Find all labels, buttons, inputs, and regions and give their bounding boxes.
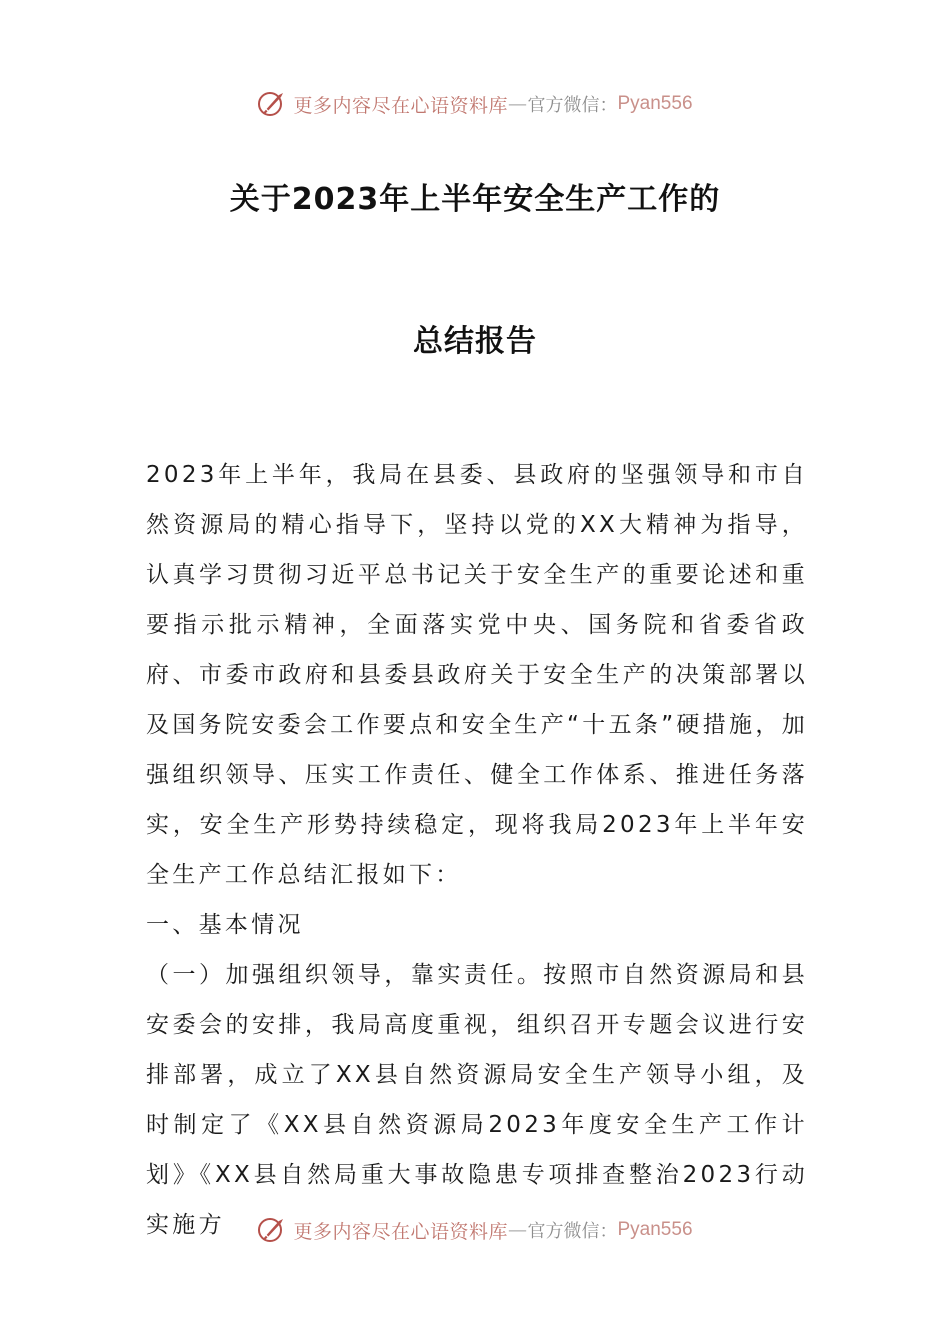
document-title-line-1: 关于2023年上半年安全生产工作的 xyxy=(229,182,721,217)
header-watermark xyxy=(0,84,950,124)
watermark-wechat-id: Pyan556 xyxy=(617,1219,693,1240)
watermark-label: 官方微信： xyxy=(527,1221,618,1242)
watermark-dash: — xyxy=(508,93,528,115)
watermark-promo-text: 更多内容尽在心语资料库 xyxy=(293,94,508,117)
paragraph-intro: 2023年上半年，我局在县委、县政府的坚强领导和市自然资源局的精心指导下，坚持以党的XX大精神为指导，认真学习贯彻习近平总书记关于安全生产的重要论述和重要指示批示精神，全面落实党中央、国务院和省委省政府、市委市政府和县委县政府关于安全生产的决策部署以及国务院安委会工作要点和安全生产“十五条”硬措施，加强组织领导、压实工作责任、健全工作体系、推进任务落实，安全生产形势持续稳定，现将我局2023年上半年安全生产工作总结汇报如下： xyxy=(146,462,808,888)
quill-logo-icon xyxy=(257,89,287,119)
watermark-dash: — xyxy=(508,1219,528,1241)
document-body xyxy=(146,450,808,1250)
watermark-wechat-id: Pyan556 xyxy=(617,93,693,114)
watermark-promo-text: 更多内容尽在心语资料库 xyxy=(293,1220,508,1243)
quill-logo-icon xyxy=(257,1215,287,1245)
paragraph-subsection-1: （一）加强组织领导，靠实责任。按照市自然资源局和县安委会的安排，我局高度重视，组织召开专题会议进行安排部署，成立了XX县自然资源局安全生产领导小组，及时制定了《XX县自然资源局2023年度安全生产工作计划》《XX县自然局重大事故隐患专项排查整治2023行动实施方 xyxy=(146,962,808,1238)
document-title-line-2: 总结报告 xyxy=(413,324,537,359)
section-heading: 一、基本情况 xyxy=(146,912,304,938)
watermark-label: 官方微信： xyxy=(527,95,618,116)
footer-watermark xyxy=(0,1210,950,1250)
